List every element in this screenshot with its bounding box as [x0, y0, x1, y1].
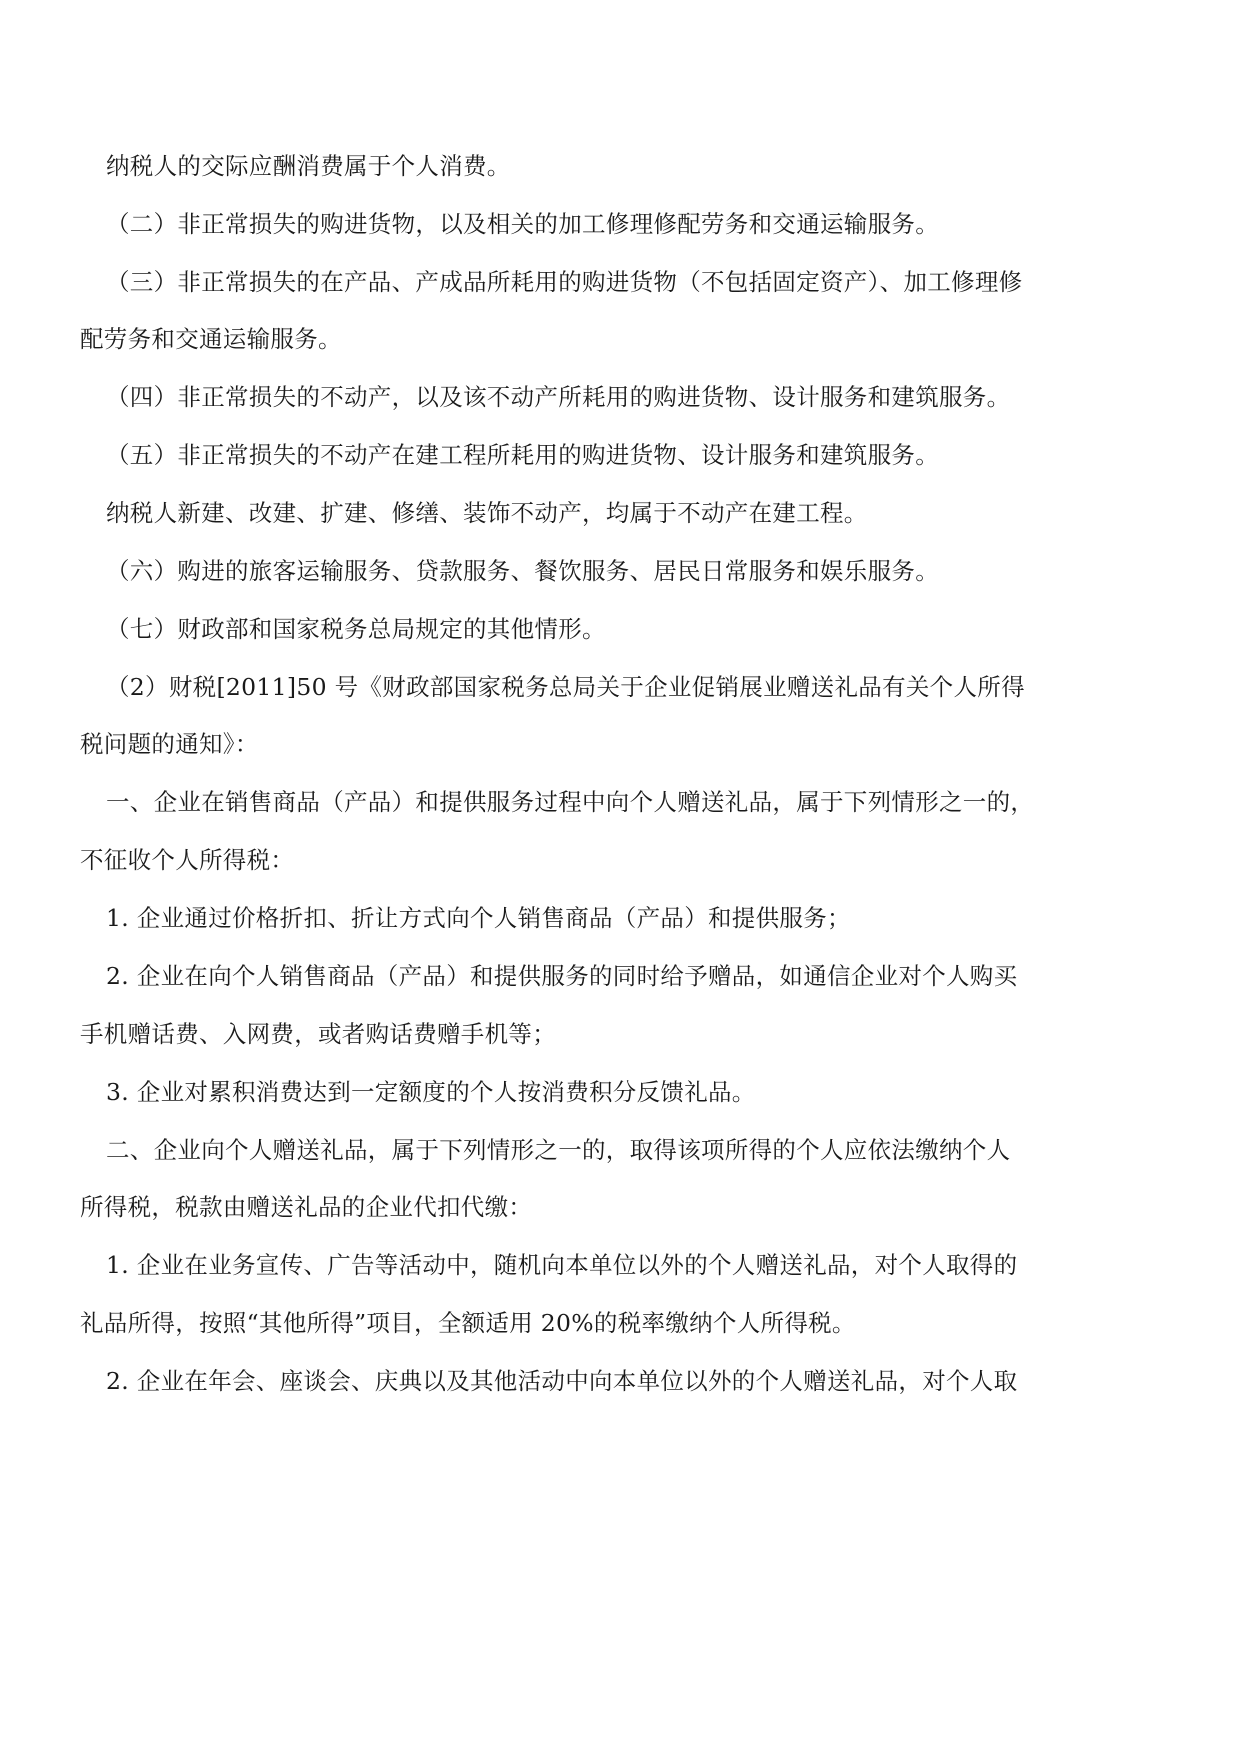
text-line: 2. 企业在向个人销售商品（产品）和提供服务的同时给予赠品，如通信企业对个人购买 — [106, 962, 1018, 990]
text-line: 一、企业在销售商品（产品）和提供服务过程中向个人赠送礼品，属于下列情形之一的， — [106, 788, 1035, 816]
text-line: （三）非正常损失的在产品、产成品所耗用的购进货物（不包括固定资产）、加工修理修 — [106, 268, 1023, 296]
text-line: （五）非正常损失的不动产在建工程所耗用的购进货物、设计服务和建筑服务。 — [106, 441, 939, 469]
text-line: 所得税，税款由赠送礼品的企业代扣代缴： — [80, 1193, 533, 1221]
text-line: 3. 企业对累积消费达到一定额度的个人按消费积分反馈礼品。 — [106, 1078, 756, 1106]
text-line: （四）非正常损失的不动产，以及该不动产所耗用的购进货物、设计服务和建筑服务。 — [106, 383, 1011, 411]
text-line: 不征收个人所得税： — [80, 846, 295, 874]
text-line: 礼品所得，按照“其他所得”项目，全额适用 20%的税率缴纳个人所得税。 — [80, 1309, 856, 1337]
text-line: （2）财税[2011]50 号《财政部国家税务总局关于企业促销展业赠送礼品有关个人所得 — [106, 673, 1025, 701]
text-line: 配劳务和交通运输服务。 — [80, 325, 342, 353]
text-line: 手机赠话费、入网费，或者购话费赠手机等； — [80, 1020, 556, 1048]
text-line: 1. 企业通过价格折扣、折让方式向个人销售商品（产品）和提供服务； — [106, 904, 851, 932]
text-line: 二、企业向个人赠送礼品，属于下列情形之一的，取得该项所得的个人应依法缴纳个人 — [106, 1136, 1011, 1164]
text-line: （六）购进的旅客运输服务、贷款服务、餐饮服务、居民日常服务和娱乐服务。 — [106, 557, 939, 585]
text-line: 1. 企业在业务宣传、广告等活动中，随机向本单位以外的个人赠送礼品，对个人取得的 — [106, 1251, 1018, 1279]
text-line: （二）非正常损失的购进货物，以及相关的加工修理修配劳务和交通运输服务。 — [106, 210, 939, 238]
text-line: 2. 企业在年会、座谈会、庆典以及其他活动中向本单位以外的个人赠送礼品，对个人取 — [106, 1367, 1018, 1395]
text-line: 税问题的通知》： — [80, 730, 259, 758]
text-line: 纳税人的交际应酬消费属于个人消费。 — [106, 152, 511, 180]
text-line: 纳税人新建、改建、扩建、修缮、装饰不动产，均属于不动产在建工程。 — [106, 499, 868, 527]
text-line: （七）财政部和国家税务总局规定的其他情形。 — [106, 615, 606, 643]
